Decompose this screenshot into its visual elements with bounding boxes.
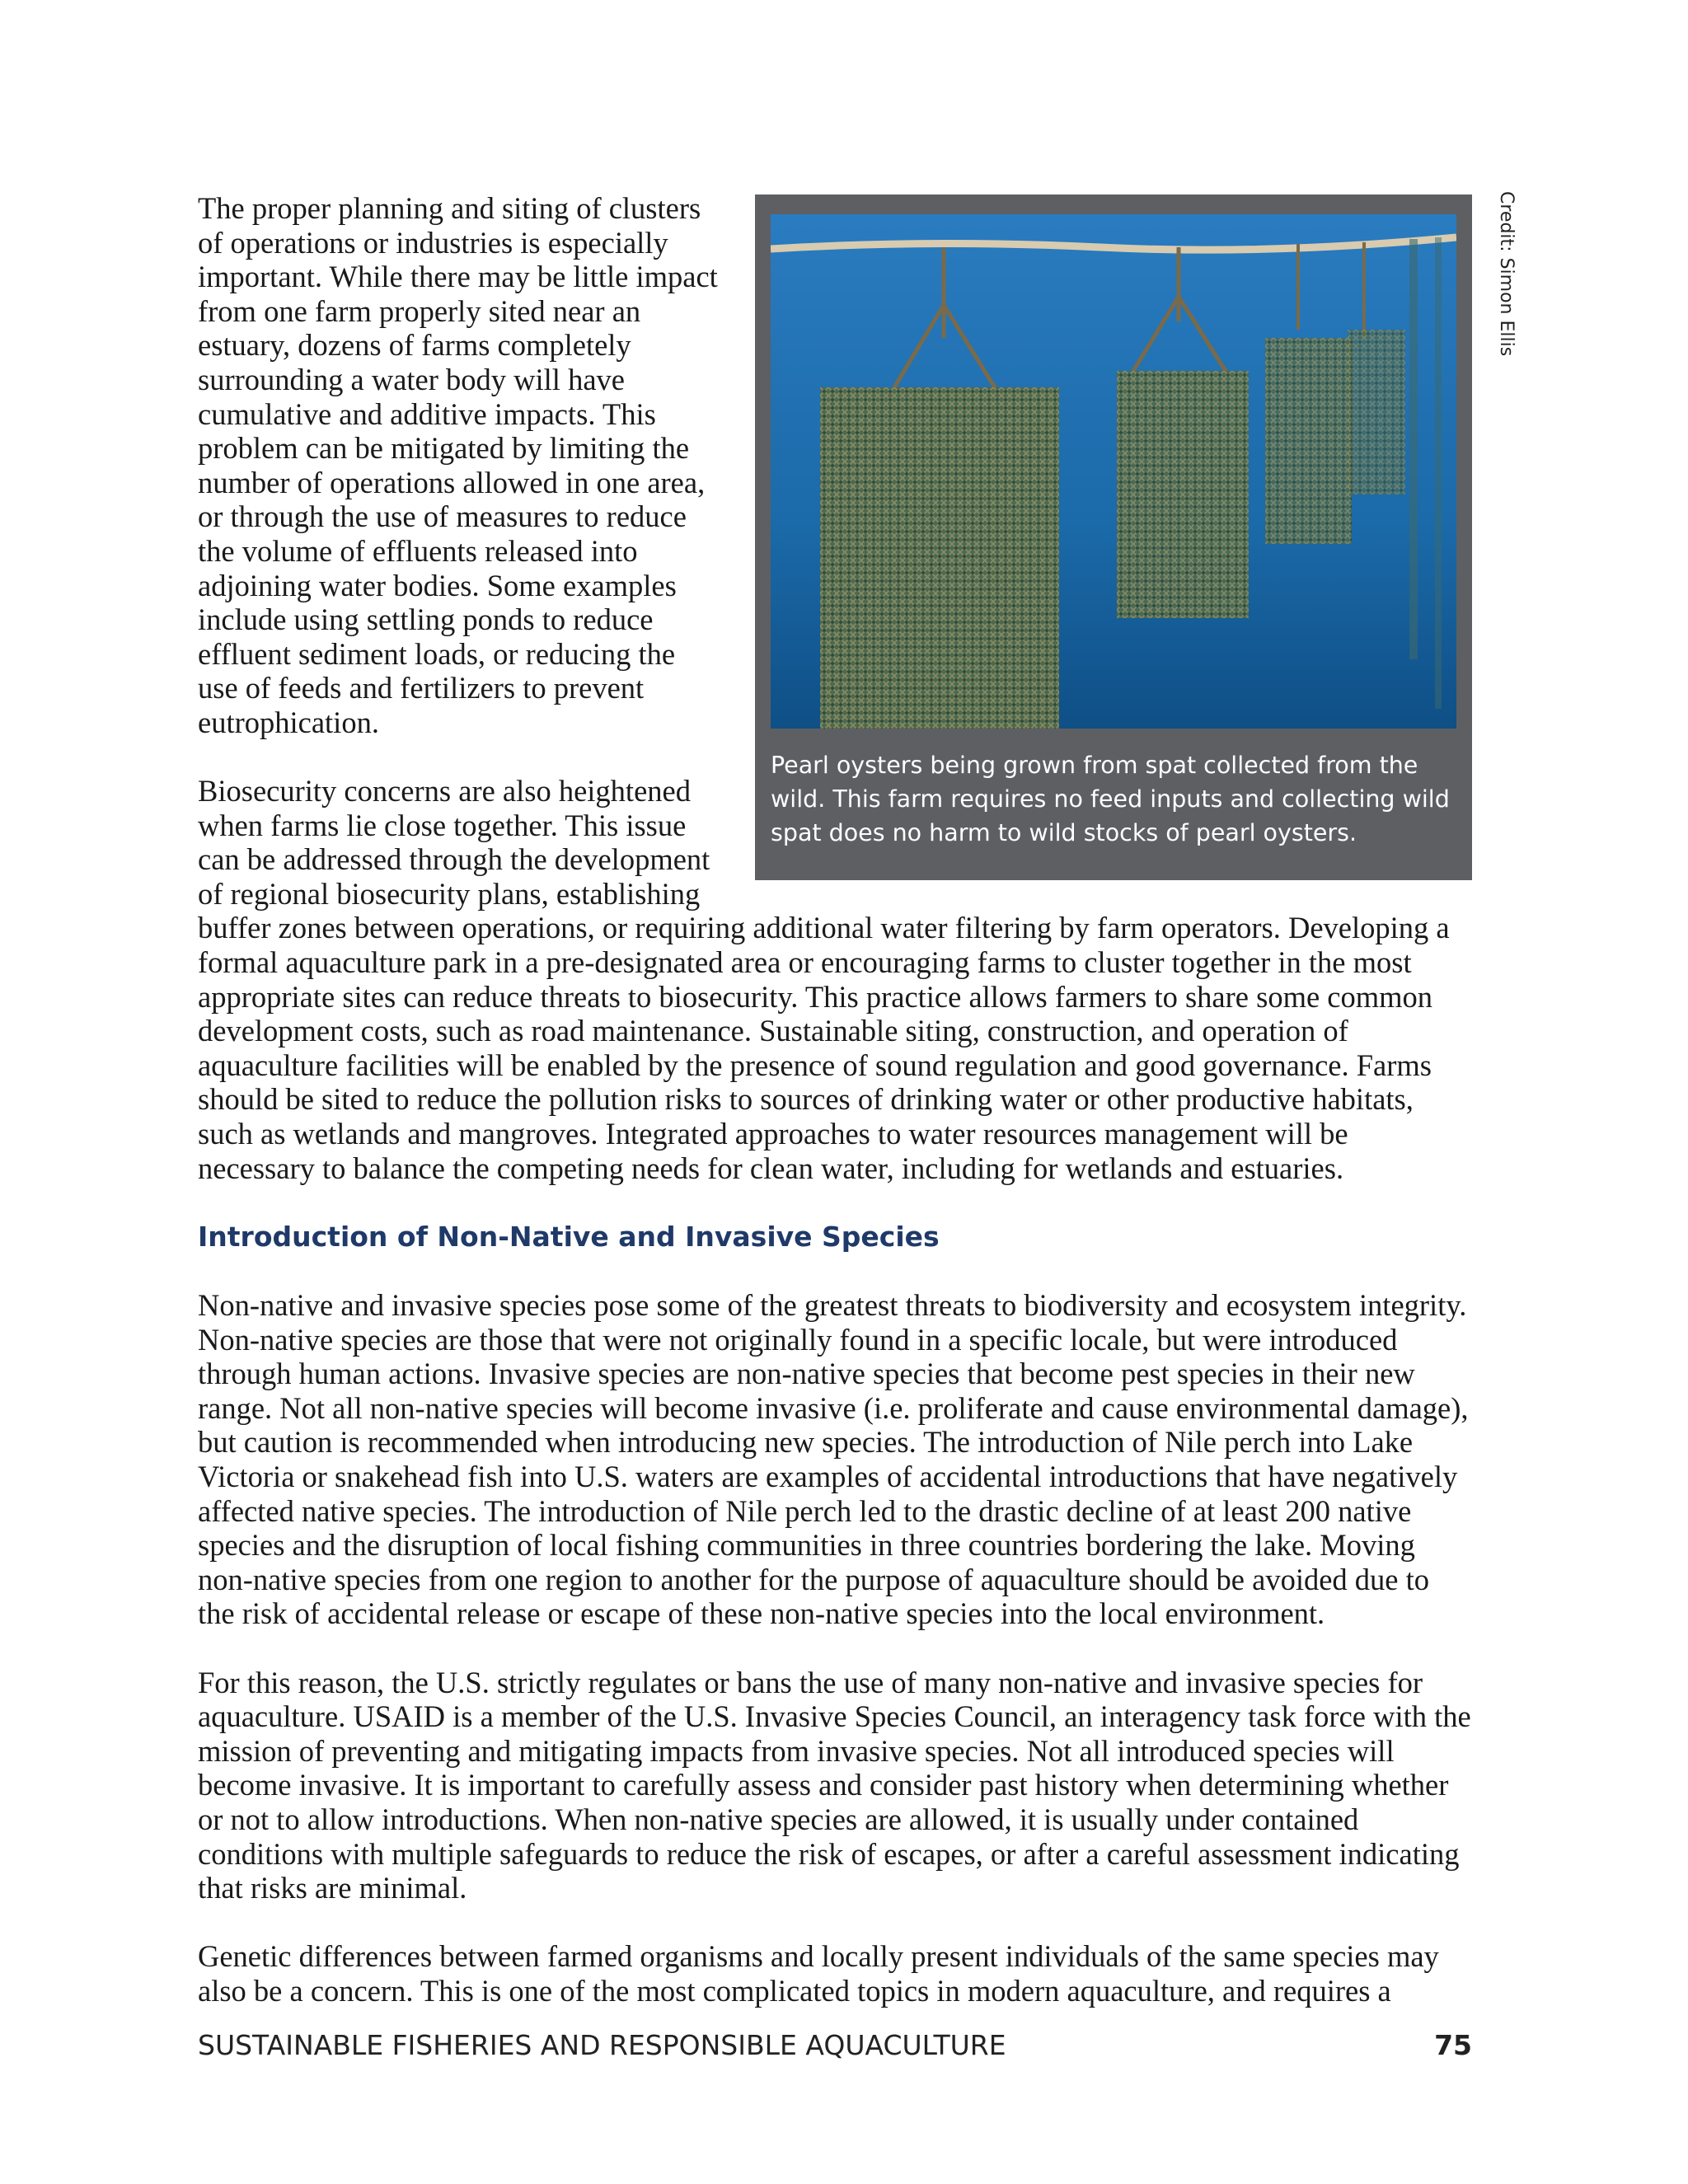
- paragraph-biosecurity: Biosecurity concerns are also heightened when farms lie close together. This issue can be addressed through the development of regional biosecurity plans, establishing buffer zones between operations, or requiring additional water filtering by farm operators. Developing a formal aquaculture park in a pre-designated area or encouraging farms to cluster together in the most appropriate sites can reduce threats to biosecurity. This practice allows farmers to share some common development costs, such as road maintenance. Sustainable siting, construction, and operation of aquaculture facilities will be enabled by the presence of sound regulation and good governance. Farms should be sited to reduce the pollution risks to sources of drinking water or other productive habitats, such as wetlands and mangroves. Integrated approaches to water resources management will be necessary to balance the competing needs for clean water, including for wetlands and estuaries.: [198, 774, 1450, 1185]
- paragraph-siting: The proper planning and siting of clusters of operations or industries is especially important. While there may be little impact from one farm properly sited near an estuary, dozens of farms completely surrounding a water body will have cumulative and additive impacts. This problem can be mitigated by limiting the number of operations allowed in one area, or through the use of measures to reduce the volume of effluents released into adjoining water bodies. Some examples include using settling ponds to reduce effluent sediment loads, or reducing the use of feeds and fertilizers to prevent eutrophication.: [198, 191, 718, 739]
- pearl-oyster-photo: [771, 214, 1456, 729]
- figure: [755, 194, 1472, 880]
- footer-title: SUSTAINABLE FISHERIES AND RESPONSIBLE AQUACULTURE: [198, 2029, 1006, 2061]
- paragraph-regulation: For this reason, the U.S. strictly regulates or bans the use of many non-native and invasive species for aquaculture. USAID is a member of the U.S. Invasive Species Council, an interagency task force with the mission of preventing and mitigating impacts from invasive species. Not all introduced species will become invasive. It is important to carefully assess and consider past history when determining whether or not to allow introductions. When non-native species are allowed, it is usually under contained conditions with multiple safeguards to reduce the risk of escapes, or after a careful assessment indicating that risks are minimal.: [198, 1665, 1471, 1905]
- section-heading: Introduction of Non-Native and Invasive Species: [198, 1220, 940, 1253]
- page-content: [198, 191, 1472, 2042]
- photo-credit: Credit: Simon Ellis: [1496, 191, 1517, 357]
- paragraph-non-native: Non-native and invasive species pose some of the greatest threats to biodiversity and ecosystem integrity. Non-native species are those that were not originally found in a specific locale, but were introduced through human actions. Invasive species are non-native species that become pest species in their new range. Not all non-native species will become invasive (i.e. proliferate and cause environmental damage), but caution is recommended when introducing new species. The introduction of Nile perch into Lake Victoria or snakehead fish into U.S. waters are examples of accidental introductions that have negatively affected native species. The introduction of Nile perch led to the drastic decline of at least 200 native species and the disruption of local fishing communities in three countries bordering the lake. Moving non-native species from one region to another for the purpose of aquaculture should be avoided due to the risk of accidental release or escape of these non-native species into the local environment.: [198, 1288, 1469, 1631]
- paragraph-genetic: Genetic differences between farmed organisms and locally present individuals of the same species may also be a concern. This is one of the most complicated topics in modern aquaculture, and requires a: [198, 1939, 1439, 2008]
- page-number: 75: [1434, 2029, 1472, 2061]
- figure-caption: Pearl oysters being grown from spat collected from the wild. This farm requires no feed inputs and collecting wild spat does no harm to wild stocks of pearl oysters.: [771, 752, 1450, 846]
